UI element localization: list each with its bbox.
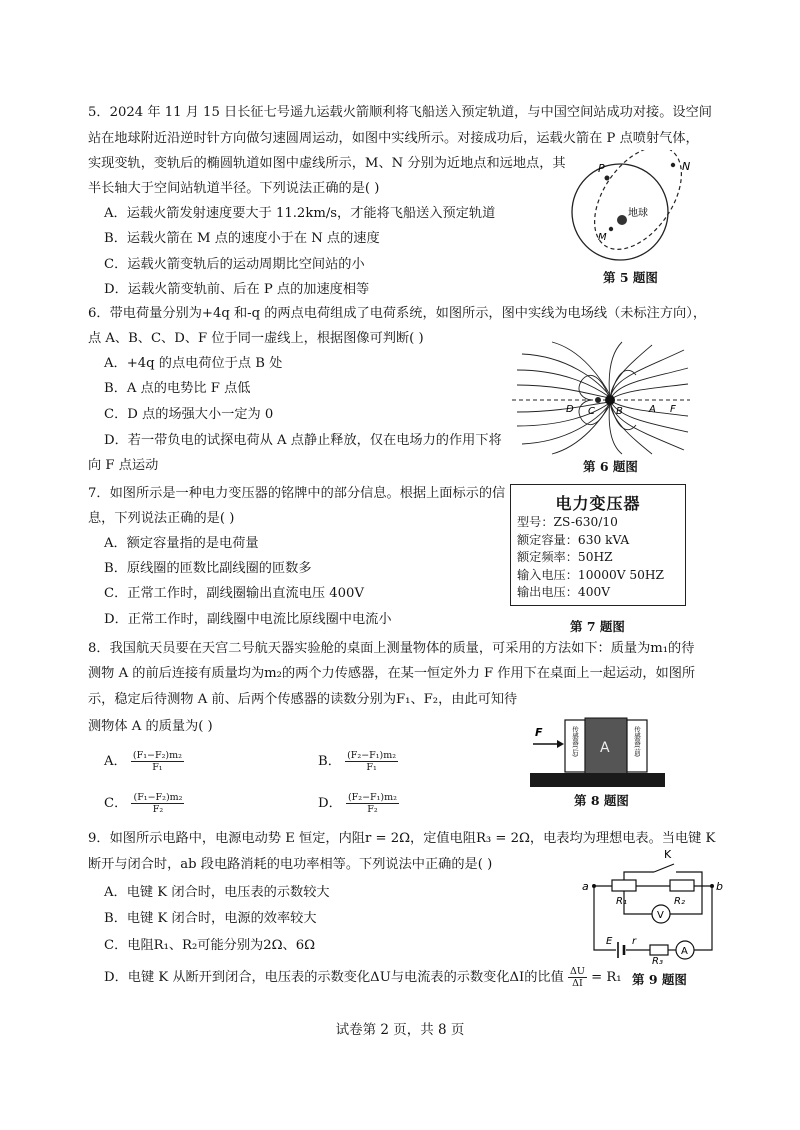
resistor-r1 [612,880,636,891]
q8-option-a-fraction [131,750,184,773]
q5-option-d[interactable]: D．运载火箭变轨前、后在 P 点的加速度相等 [104,282,370,297]
q8-sensor-figure [525,712,670,790]
q9-option-a[interactable]: A．电键 K 闭合时，电压表的示数较大 [104,885,330,900]
q7-line-2: 息，下列说法正确的是( ) [88,511,235,526]
label-k: K [664,848,672,861]
q6-line-1: 6．带电荷量分别为+4q 和-q 的两点电荷组成了电荷系统，如图所示，图中实线为电场线（未标注方向）， [88,306,707,321]
point-p [605,176,610,181]
q8-option-a[interactable] [104,750,184,773]
q9-figure-caption: 第 9 题图 [632,972,687,987]
q8-option-c-fraction [131,792,184,815]
label-d: D [566,404,574,415]
earth-dot [617,215,627,225]
nameplate-model: 型号：ZS-630/10 [517,515,618,529]
q9-option-b[interactable]: B．电键 K 闭合时，电源的效率较大 [104,911,317,926]
q7-option-d[interactable]: D．正常工作时，副线圈中电流比原线圈中电流小 [104,612,392,627]
q5-line-3: 实现变轨，变轨后的椭圆轨道如图中虚线所示，M、N 分别为近地点和远地点，其 [88,156,566,171]
label-b: B [616,406,623,417]
q8-line-3: 示，稳定后待测物 A 前、后两个传感器的读数分别为F₁、F₂，由此可知待 [88,692,518,707]
q9-option-d-text: D．电键 K 从断开到闭合，电压表的示数变化ΔU与电流表的示数变化ΔI的比值 [104,970,564,985]
nameplate-title: 电力变压器 [555,494,641,513]
transformer-nameplate [510,484,686,606]
terminal-a [592,884,596,888]
tabletop [530,773,665,787]
q7-figure-caption: 第 7 题图 [570,619,625,634]
label-b-terminal: b [716,880,723,893]
q8-line-2: 测物 A 的前后连接有质量均为m₂的两个力传感器，在某一恒定外力 F 作用下在桌面上一起运动，如图所 [88,666,696,681]
sensor-rear-label: 传感器(后) [571,726,579,758]
label-e: E [606,936,613,947]
q8-line-1: 8．我国航天员要在天宫二号航天器实验舱的桌面上测量物体的质量，可采用的方法如下：质量为m₁的待 [88,641,695,656]
label-p: P [598,162,605,175]
label-v: V [657,910,664,921]
q8-option-d[interactable] [318,792,399,815]
q8-option-b-fraction [345,750,398,773]
q5-option-a[interactable]: A．运载火箭发射速度要大于 11.2km/s，才能将飞船送入预定轨道 [104,206,496,221]
resistor-r2 [670,880,694,891]
q9-option-d-denominator: ΔI [572,978,583,989]
q9-line-1: 9．如图所示电路中，电源电动势 E 恒定，内阻r = 2Ω，定值电阻R₃ = 2Ω，电表均为理想电表。当电键 K [88,831,716,846]
label-a: A [649,404,656,415]
label-a-terminal: a [582,880,589,893]
point-m [609,227,613,231]
q5-option-b[interactable]: B．运载火箭在 M 点的速度小于在 N 点的速度 [104,231,380,246]
page-footer: 试卷第 2 页，共 8 页 [335,1022,465,1038]
label-r3: R₃ [652,956,663,964]
q8-option-d-letter: D． [318,796,342,811]
nameplate-frequency: 额定频率：50HZ [517,550,613,565]
q5-figure-caption: 第 5 题图 [603,270,658,285]
nameplate-input-voltage: 输入电压：10000V 50HZ [517,567,664,582]
resistor-r3 [650,945,668,955]
q8-option-a-denominator: F₁ [152,762,163,773]
q9-circuit-figure [576,842,726,964]
q6-figure-caption: 第 6 题图 [583,459,638,474]
point-c [595,397,601,403]
label-n: N [682,160,691,173]
force-arrowhead [557,740,564,748]
q6-option-a[interactable]: A．+4q 的点电荷位于点 B 处 [104,356,283,371]
force-label-f: F [535,726,543,739]
nameplate-capacity: 额定容量：630 kVA [517,532,630,547]
q6-option-b[interactable]: B．A 点的电势比 F 点低 [104,381,251,396]
label-m: M [598,232,607,243]
point-n [671,163,675,167]
q8-option-c-letter: C． [104,796,128,811]
q6-option-c[interactable]: C．D 点的场强大小一定为 0 [104,407,274,422]
q9-option-d-suffix: = R₁ [591,970,622,985]
q8-option-d-numerator: (F₂−F₁)m₂ [347,792,397,803]
label-r1: R₁ [616,896,627,907]
q6-line-2: 点 A、B、C、D、F 位于同一虚线上，根据图像可判断( ) [88,331,424,346]
label-r2: R₂ [674,896,685,907]
q5-line-1: 5．2024 年 11 月 15 日长征七号遥九运载火箭顺利将飞船送入预定轨道，与中国空间站成功对接。设空间 [88,105,712,120]
q8-option-c-denominator: F₂ [152,804,164,815]
q8-option-a-numerator: (F₁−F₂)m₂ [132,750,182,761]
q8-option-d-fraction [346,792,399,815]
label-a: A [600,740,610,756]
q6-field-figure [512,340,690,456]
label-earth: 地球 [628,208,648,219]
nameplate-output-voltage: 输出电压：400V [517,585,611,600]
q9-option-d[interactable] [104,966,622,989]
label-r: r [632,936,637,947]
q6-option-d-continuation: 向 F 点运动 [88,458,159,473]
sensor-front-label: 传感器(前) [633,726,641,758]
q9-option-d-fraction [568,966,587,989]
q8-option-c-numerator: (F₁−F₂)m₂ [133,792,183,803]
q7-option-a[interactable]: A．额定容量指的是电荷量 [104,536,259,551]
q9-option-c[interactable]: C．电阻R₁、R₂可能分别为2Ω、6Ω [104,938,316,953]
q7-line-1: 7．如图所示是一种电力变压器的铭牌中的部分信息。根据上面标示的信 [88,486,506,501]
q5-line-2: 站在地球附近沿逆时针方向做匀速圆周运动，如图中实线所示。对接成功后，运载火箭在 P 点喷射气体， [88,131,699,146]
q8-option-a-letter: A． [104,754,127,769]
label-ammeter: A [681,946,688,957]
q8-option-c[interactable] [104,792,184,815]
q8-option-b-letter: B． [318,754,341,769]
q8-option-b-denominator: F₁ [366,762,377,773]
q8-line-4: 测物体 A 的质量为( ) [88,719,213,734]
q8-option-b-numerator: (F₂−F₁)m₂ [347,750,397,761]
q5-option-c[interactable]: C．运载火箭变轨后的运动周期比空间站的小 [104,257,365,272]
field-lines [517,342,688,454]
q5-line-4: 半长轴大于空间站轨道半径。下列说法正确的是( ) [88,181,380,196]
q8-figure-caption: 第 8 题图 [574,793,629,808]
q6-option-d[interactable]: D．若一带负电的试探电荷从 A 点静止释放，仅在电场力的作用下将 [104,433,502,448]
label-f: F [670,404,676,415]
q7-option-c[interactable]: C．正常工作时，副线圈输出直流电压 400V [104,586,364,601]
terminal-b [710,884,714,888]
q5-orbit-figure [565,150,705,268]
q7-option-b[interactable]: B．原线圈的匝数比副线圈的匝数多 [104,561,312,576]
label-c: C [588,406,595,417]
q9-line-2: 断开与闭合时，ab 段电路消耗的电功率相等。下列说法中正确的是( ) [88,857,493,872]
point-b [605,395,615,405]
q8-option-d-denominator: F₂ [367,804,378,815]
q8-option-b[interactable] [318,750,398,773]
space-station-orbit [572,164,668,260]
q9-option-d-numerator: ΔU [570,966,585,977]
